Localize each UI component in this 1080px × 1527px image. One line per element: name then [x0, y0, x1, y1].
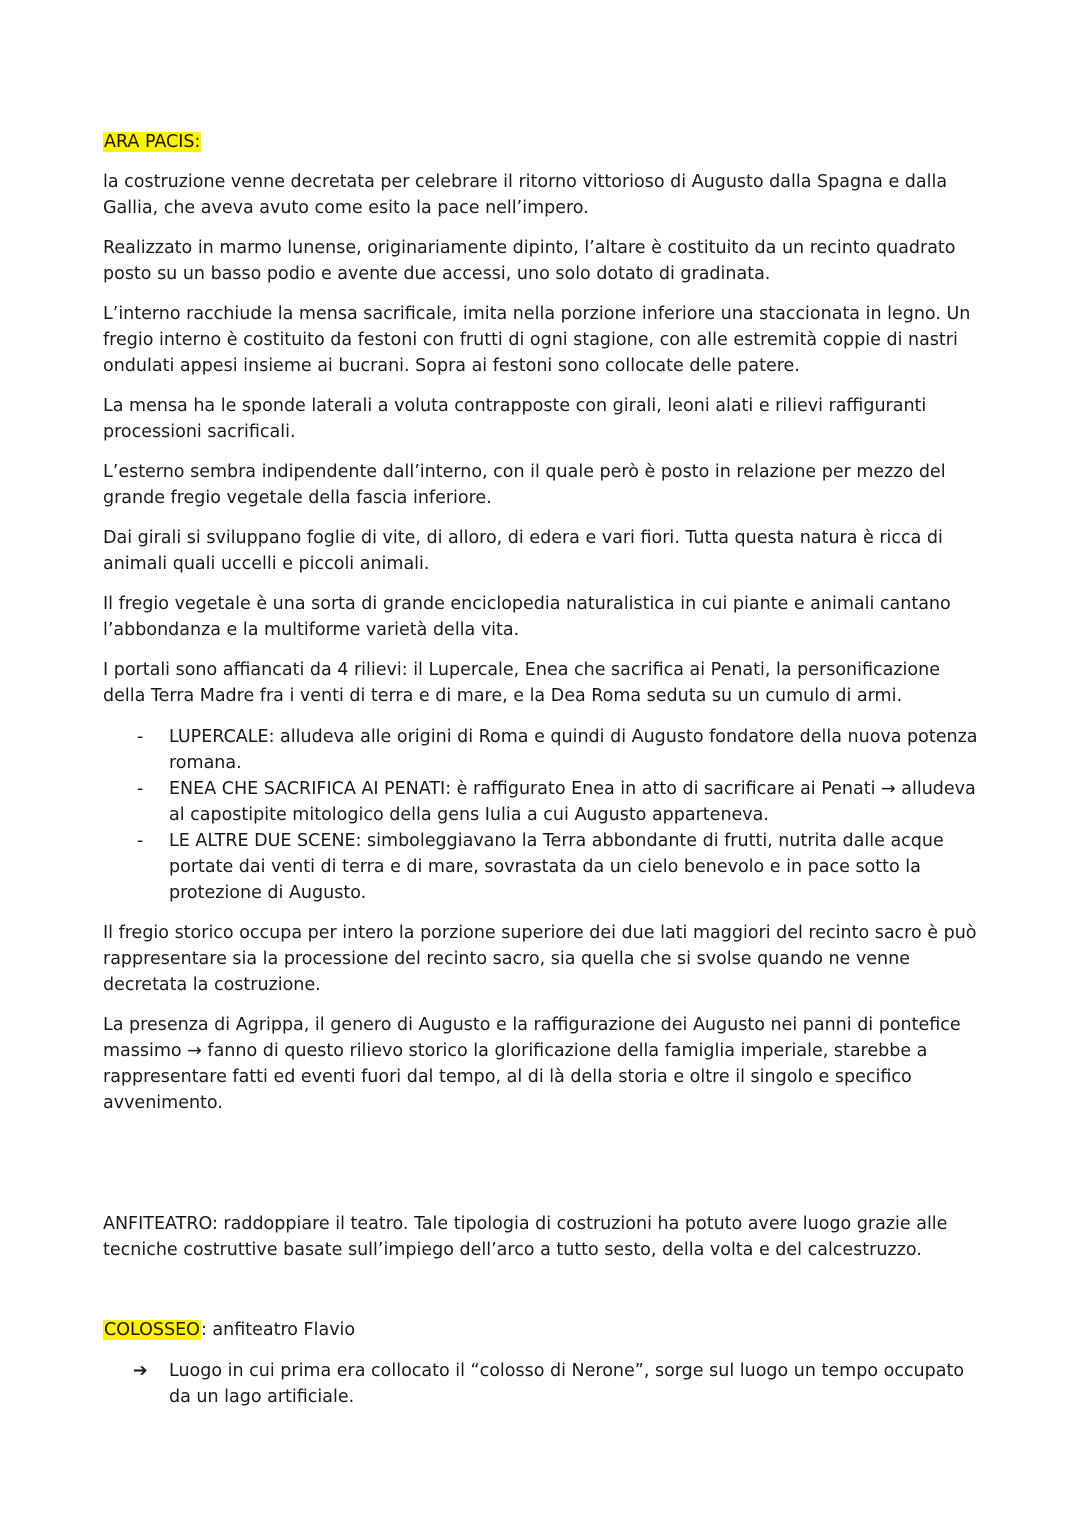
heading-highlight: COLOSSEO	[104, 1320, 200, 1340]
list-item	[103, 724, 983, 776]
list-item-text: LE ALTRE DUE SCENE: simboleggiavano la Terra abbondante di frutti, nutrita dalle acque portate dai venti di terra e di mare, sovrastata da un cielo benevolo e in pace sotto la protezione di Augusto.	[169, 831, 944, 903]
paragraph: Il fregio vegetale è una sorta di grande enciclopedia naturalistica in cui piante e animali cantano l’abbondanza e la multiforme varietà della vita.	[103, 594, 951, 640]
list-item-text: Luogo in cui prima era collocato il “colosso di Nerone”, sorge sul luogo un tempo occupato da un lago artificiale.	[169, 1361, 965, 1407]
paragraph: L’interno racchiude la mensa sacrificale, imita nella porzione inferiore una staccionata in legno. Un fregio interno è costituito da festoni con frutti di ogni stagione, con alle estremità coppie di nastri ondulati appesi insieme ai bucrani. Sopra ai festoni sono collocate delle patere.	[103, 304, 971, 376]
anfiteatro-paragraph: ANFITEATRO: raddoppiare il teatro. Tale tipologia di costruzioni ha potuto avere luogo grazie alle tecniche costruttive basate sull’impiego dell’arco a tutto sesto, della volta e del calcestruzzo.	[103, 1214, 948, 1260]
paragraph: Il fregio storico occupa per intero la porzione superiore dei due lati maggiori del recinto sacro è può rappresentare sia la processione del recinto sacro, sia quella che si svolse quando ne venne decretata la costruzione.	[103, 923, 977, 995]
dash-bullet: -	[137, 779, 144, 799]
paragraph: I portali sono affiancati da 4 rilievi: il Lupercale, Enea che sacrifica ai Penati, la personificazione della Terra Madre fra i venti di terra e di mare, e la Dea Roma seduta su un cumulo di armi.	[103, 660, 940, 706]
paragraph: Realizzato in marmo lunense, originariamente dipinto, l’altare è costituito da un recinto quadrato posto su un basso podio e avente due accessi, uno solo dotato di gradinata.	[103, 238, 956, 284]
paragraph: la costruzione venne decretata per celebrare il ritorno vittorioso di Augusto dalla Spagna e dalla Gallia, che aveva avuto come esito la pace nell’impero.	[103, 172, 948, 218]
arrow-bullet-icon: ➔	[133, 1361, 148, 1381]
section-heading-ara-pacis	[103, 129, 983, 155]
section-heading-colosseo	[103, 1317, 983, 1343]
paragraph: L’esterno sembra indipendente dall’interno, con il quale però è posto in relazione per mezzo del grande fregio vegetale della fascia inferiore.	[103, 462, 946, 508]
list-item	[103, 1358, 983, 1410]
dash-bullet: -	[137, 831, 144, 851]
heading-subtitle: : anfiteatro Flavio	[200, 1320, 356, 1340]
dash-bullet: -	[137, 727, 144, 747]
reliefs-list	[103, 724, 983, 906]
paragraph: La mensa ha le sponde laterali a voluta contrapposte con girali, leoni alati e rilievi raffiguranti processioni sacrificali.	[103, 396, 927, 442]
list-item	[103, 828, 983, 906]
colosseo-list	[103, 1358, 983, 1410]
list-item	[103, 776, 983, 828]
paragraph: La presenza di Agrippa, il genero di Augusto e la raffigurazione dei Augusto nei panni di pontefice massimo → fanno di questo rilievo storico la glorificazione della famiglia imperiale, starebbe a rappresentare fatti ed eventi fuori dal tempo, al di là della storia e oltre il singolo e specifico avvenimento.	[103, 1015, 961, 1113]
heading-highlight: ARA PACIS:	[104, 132, 201, 152]
list-item-text: ENEA CHE SACRIFICA AI PENATI: è raffigurato Enea in atto di sacrificare ai Penati → alludeva al capostipite mitologico della gens Iulia a cui Augusto apparteneva.	[169, 779, 976, 825]
paragraph: Dai girali si sviluppano foglie di vite, di alloro, di edera e vari fiori. Tutta questa natura è ricca di animali quali uccelli e piccoli animali.	[103, 528, 943, 574]
list-item-text: LUPERCALE: alludeva alle origini di Roma e quindi di Augusto fondatore della nuova potenza romana.	[169, 727, 978, 773]
